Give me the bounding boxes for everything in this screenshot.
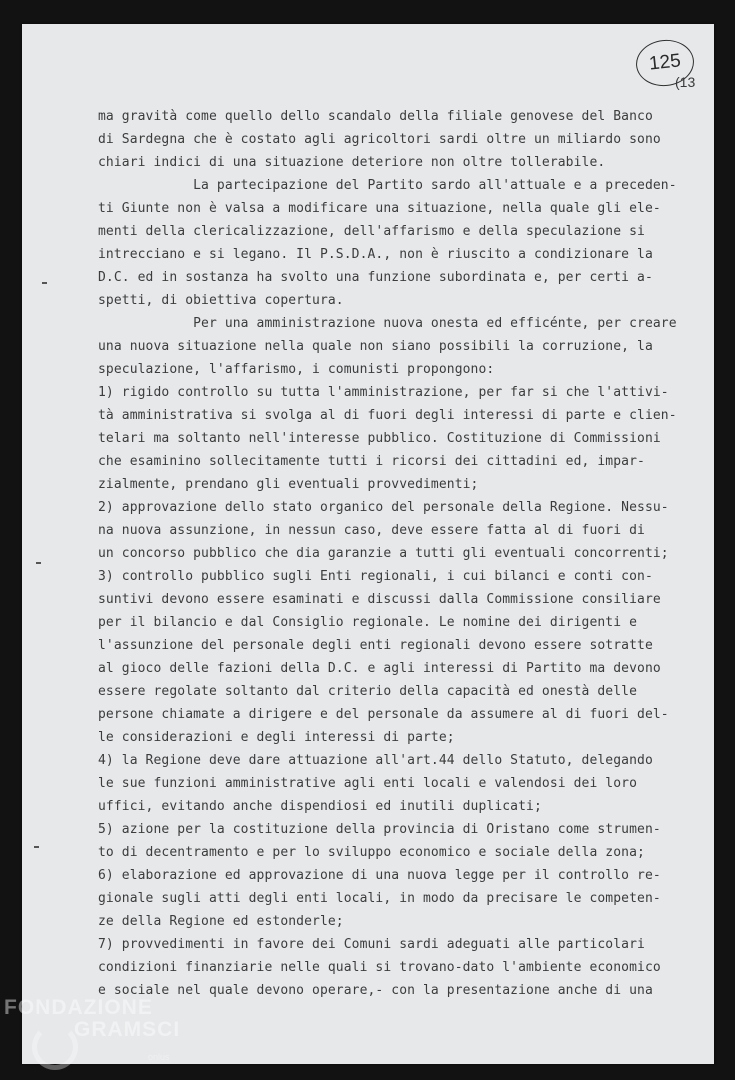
watermark-line-3: onlus (148, 1052, 170, 1062)
page-number: (13 (675, 74, 696, 90)
text-line: di Sardegna che è costato agli agricoltori sardi oltre un miliardo sono (98, 132, 661, 147)
watermark-logo-icon (32, 1024, 78, 1070)
text-line: 5) azione per la costituzione della provincia di Oristano come strumen- (98, 822, 661, 837)
text-line: per il bilancio e dal Consiglio regionale. Le nomine dei dirigenti e (98, 615, 638, 630)
text-line: un concorso pubblico che dia garanzie a tutti gli eventuali concorrenti; (98, 546, 669, 561)
folio-stamp: 125 (634, 37, 696, 89)
text-line: che esaminino sollecitamente tutti i ricorsi dei cittadini ed, impar- (98, 454, 645, 469)
text-line: na nuova assunzione, in nessun caso, deve essere fatta al di fuori di (98, 523, 645, 538)
margin-tick-mark (36, 562, 41, 564)
text-line: essere regolate soltanto dal criterio della capacità ed onestà delle (98, 684, 638, 699)
text-line: 3) controllo pubblico sugli Enti regionali, i cui bilanci e conti con- (98, 569, 653, 584)
text-line: ze della Regione ed estonderle; (98, 914, 344, 929)
text-line: una nuova situazione nella quale non siano possibili la corruzione, la (98, 339, 653, 354)
text-line: condizioni finanziarie nelle quali si trovano-dato l'ambiente economico (98, 960, 661, 975)
text-line: 6) elaborazione ed approvazione di una nuova legge per il controllo re- (98, 868, 661, 883)
text-line: persone chiamate a dirigere e del personale da assumere al di fuori del- (98, 707, 669, 722)
text-line: menti della clericalizzazione, dell'affarismo e della speculazione si (98, 224, 645, 239)
text-line: ti Giunte non è valsa a modificare una situazione, nella quale gli ele- (98, 201, 661, 216)
text-line: 4) la Regione deve dare attuazione all'art.44 dello Statuto, delegando (98, 753, 653, 768)
text-line: Per una amministrazione nuova onesta ed efficénte, per creare (98, 316, 677, 331)
text-line: tà amministrativa si svolga al di fuori degli interessi di parte e clien- (98, 408, 677, 423)
text-line: gionale sugli atti degli enti locali, in modo da precisare le competen- (98, 891, 661, 906)
text-line: to di decentramento e per lo sviluppo economico e sociale della zona; (98, 845, 645, 860)
text-line: zialmente, prendano gli eventuali provvedimenti; (98, 477, 479, 492)
text-line: 7) provvedimenti in favore dei Comuni sardi adeguati alle particolari (98, 937, 645, 952)
text-line: l'assunzione del personale degli enti regionali devono essere sotratte (98, 638, 653, 653)
text-line: suntivi devono essere esaminati e discussi dalla Commissione consiliare (98, 592, 661, 607)
watermark-line-2: GRAMSCI (74, 1018, 181, 1041)
text-line: ma gravità come quello dello scandalo della filiale genovese del Banco (98, 109, 653, 124)
margin-tick-mark (34, 846, 39, 848)
text-line: La partecipazione del Partito sardo all'attuale e a preceden- (98, 178, 677, 193)
text-line: e sociale nel quale devono operare,- con la presentazione anche di una (98, 983, 653, 998)
typed-text-body (98, 105, 698, 1002)
text-line: le sue funzioni amministrative agli enti locali e valendosi dei loro (98, 776, 638, 791)
text-line: spetti, di obiettiva copertura. (98, 293, 344, 308)
text-line: 2) approvazione dello stato organico del personale della Regione. Nessu- (98, 500, 669, 515)
text-line: 1) rigido controllo su tutta l'amministrazione, per far si che l'attivi- (98, 385, 669, 400)
text-line: speculazione, l'affarismo, i comunisti propongono: (98, 362, 495, 377)
text-line: le considerazioni e degli interessi di parte; (98, 730, 455, 745)
archive-watermark (0, 994, 200, 1080)
text-line: telari ma soltanto nell'interesse pubblico. Costituzione di Commissioni (98, 431, 661, 446)
text-line: al gioco delle fazioni della D.C. e agli interessi di Partito ma devono (98, 661, 661, 676)
margin-tick-mark (42, 282, 47, 284)
text-line: intrecciano e si legano. Il P.S.D.A., non è riuscito a condizionare la (98, 247, 653, 262)
text-line: uffici, evitando anche dispendiosi ed inutili duplicati; (98, 799, 542, 814)
text-line: D.C. ed in sostanza ha svolto una funzione subordinata e, per certi a- (98, 270, 653, 285)
text-line: chiari indici di una situazione deteriore non oltre tollerabile. (98, 155, 606, 170)
document-page (22, 24, 714, 1064)
watermark-line-1: FONDAZIONE (4, 996, 153, 1019)
